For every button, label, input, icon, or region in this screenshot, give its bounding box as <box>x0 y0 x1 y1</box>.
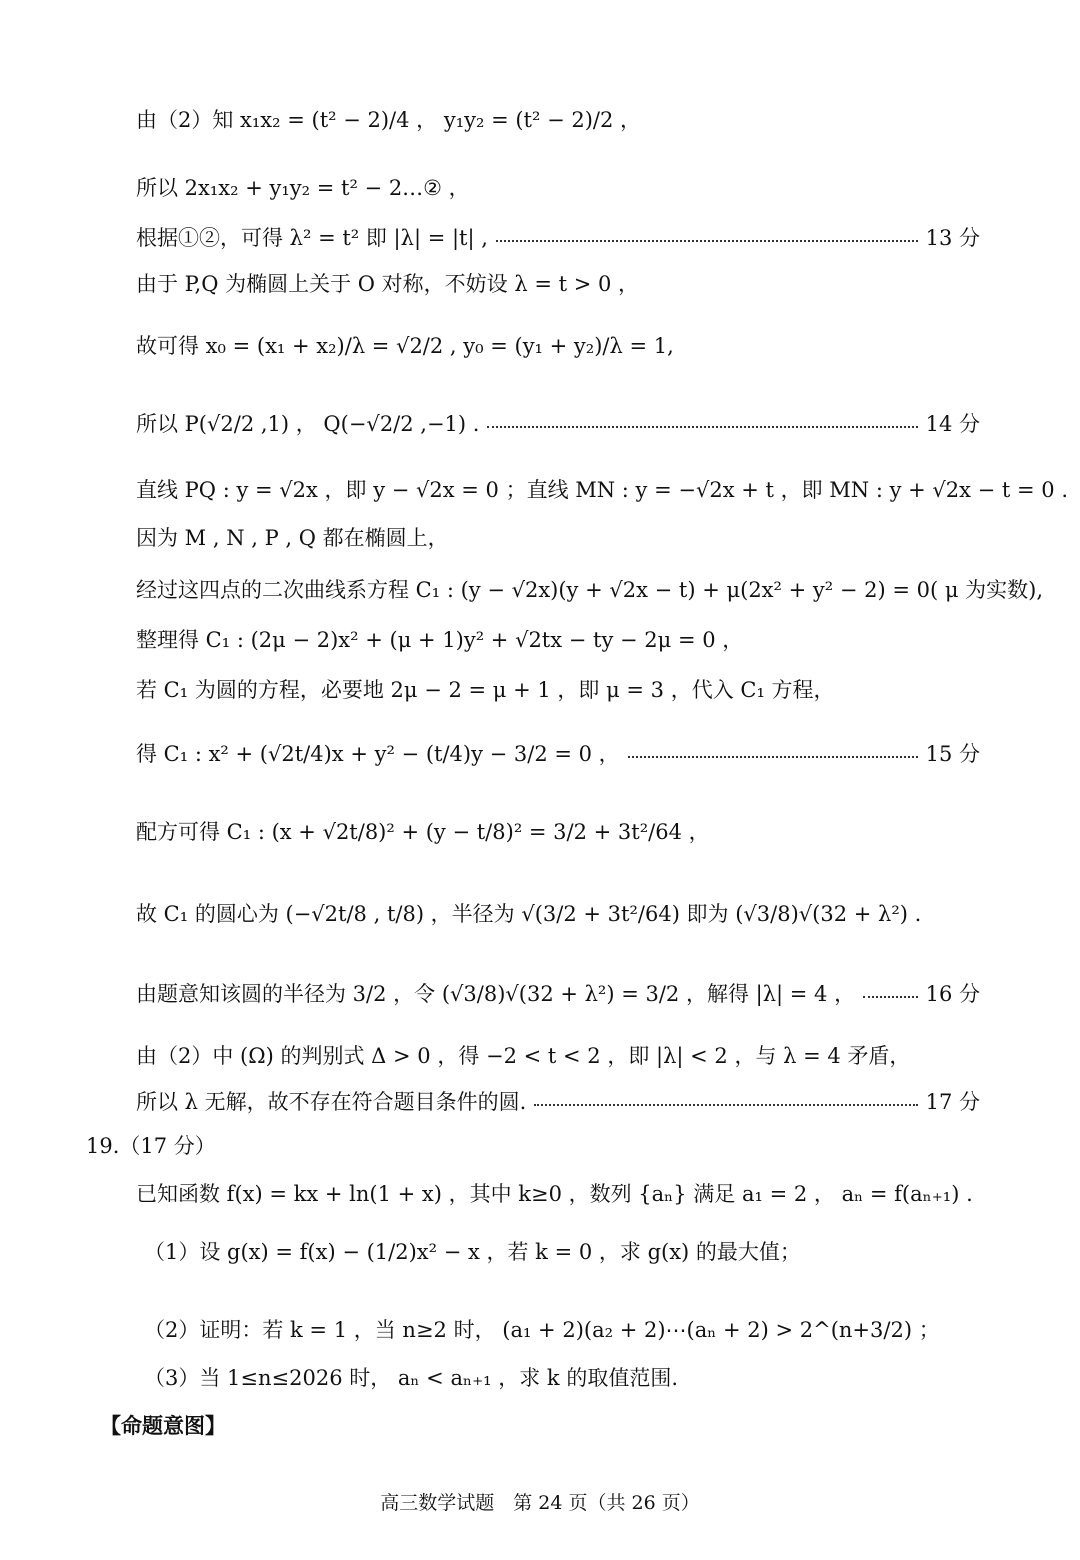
line-text: 根据①②，可得 λ² = t² 即 |λ| = |t| , <box>136 226 488 250</box>
stem-text: 已知函数 f(x) = kx + ln(1 + x) ，其中 k≥0 ，数列 {aₙ} 满足 a₁ = 2 ， aₙ = f(aₙ₊₁) . <box>136 1182 973 1206</box>
line-text: 由题意知该圆的半径为 3/2 ，令 (√3/8)√(32 + λ²) = 3/2 ，解得 |λ| = 4 ， <box>136 982 856 1006</box>
solution-line <box>136 1040 980 1070</box>
solution-line <box>136 222 980 252</box>
line-text: 所以 P(√2/2 ,1) ， Q(−√2/2 ,−1) . <box>136 412 480 436</box>
solution-line <box>136 898 980 928</box>
line-text: 故可得 x₀ = (x₁ + x₂)/λ = √2/2 , y₀ = (y₁ + y₂)/λ = 1, <box>136 334 674 358</box>
solution-line <box>136 624 980 654</box>
solution-line <box>136 172 980 202</box>
question-part-2: （2）证明：若 k = 1 ，当 n≥2 时， (a₁ + 2)(a₂ + 2)⋯(aₙ + 2) > 2^(n+3/2) ； <box>144 1318 940 1342</box>
score-label: 14 分 <box>925 412 980 436</box>
line-text: 配方可得 C₁ : (x + √2t/8)² + (y − t/8)² = 3/2 + 3t²/64 ， <box>136 820 710 844</box>
line-text: 直线 PQ : y = √2x ，即 y − √2x = 0 ；直线 MN : y = −√2x + t ，即 MN : y + √2x − t = 0 . <box>136 478 1069 502</box>
score-label: 13 分 <box>925 226 980 250</box>
page-footer: 高三数学试题 第 24 页（共 26 页） <box>380 1492 700 1514</box>
question-part-3: （3）当 1≤n≤2026 时， aₙ < aₙ₊₁ ，求 k 的取值范围. <box>144 1366 678 1390</box>
line-text: 得 C₁ : x² + (√2t/4)x + y² − (t/4)y − 3/2 = 0 ， <box>136 742 620 766</box>
solution-line <box>136 408 980 438</box>
dot-leader <box>863 996 918 998</box>
solution-line <box>136 574 1044 604</box>
question-number: 19.（17 分） <box>86 1134 216 1158</box>
solution-line <box>136 522 980 552</box>
line-text: 由（2）中 (Ω) 的判别式 Δ > 0 ，得 −2 < t < 2 ，即 |λ| < 2 ，与 λ = 4 矛盾， <box>136 1044 911 1068</box>
solution-line <box>136 268 980 298</box>
dot-leader <box>628 756 918 758</box>
dot-leader <box>534 1104 917 1106</box>
dot-leader <box>487 426 917 428</box>
score-label: 17 分 <box>925 1090 980 1114</box>
line-text: 由于 P,Q 为椭圆上关于 O 对称，不妨设 λ = t > 0 ， <box>136 272 640 296</box>
line-text: 若 C₁ 为圆的方程，必要地 2μ − 2 = μ + 1 ，即 μ = 3 ，代入 C₁ 方程， <box>136 678 835 702</box>
solution-line <box>136 1086 980 1116</box>
solution-line <box>136 474 1069 504</box>
line-text: 因为 M , N , P , Q 都在椭圆上， <box>136 526 449 550</box>
solution-line <box>136 674 980 704</box>
solution-line <box>136 330 980 360</box>
solution-line <box>136 738 980 768</box>
solution-line <box>136 104 980 134</box>
question-part-1: （1）设 g(x) = f(x) − (1/2)x² − x ，若 k = 0 ，求 g(x) 的最大值； <box>144 1240 801 1264</box>
score-label: 15 分 <box>925 742 980 766</box>
line-text: 所以 λ 无解，故不存在符合题目条件的圆. <box>136 1090 527 1114</box>
line-text: 整理得 C₁ : (2μ − 2)x² + (μ + 1)y² + √2tx − ty − 2μ = 0 ， <box>136 628 744 652</box>
solution-line <box>136 978 980 1008</box>
solution-line <box>136 816 980 846</box>
line-text: 所以 2x₁x₂ + y₁y₂ = t² − 2…② ， <box>136 176 470 200</box>
question-stem <box>136 1178 980 1208</box>
line-text: 故 C₁ 的圆心为 (−√2t/8 , t/8) ，半径为 √(3/2 + 3t²/64) 即为 (√3/8)√(32 + λ²) . <box>136 902 922 926</box>
dot-leader <box>496 240 918 242</box>
score-label: 16 分 <box>925 982 980 1006</box>
line-text: 由（2）知 x₁x₂ = (t² − 2)/4 ， y₁y₂ = (t² − 2)/2 ， <box>136 108 642 132</box>
line-text: 经过这四点的二次曲线系方程 C₁ : (y − √2x)(y + √2x − t) + μ(2x² + y² − 2) = 0( μ 为实数), <box>136 578 1044 602</box>
section-heading: 【命题意图】 <box>100 1413 226 1438</box>
